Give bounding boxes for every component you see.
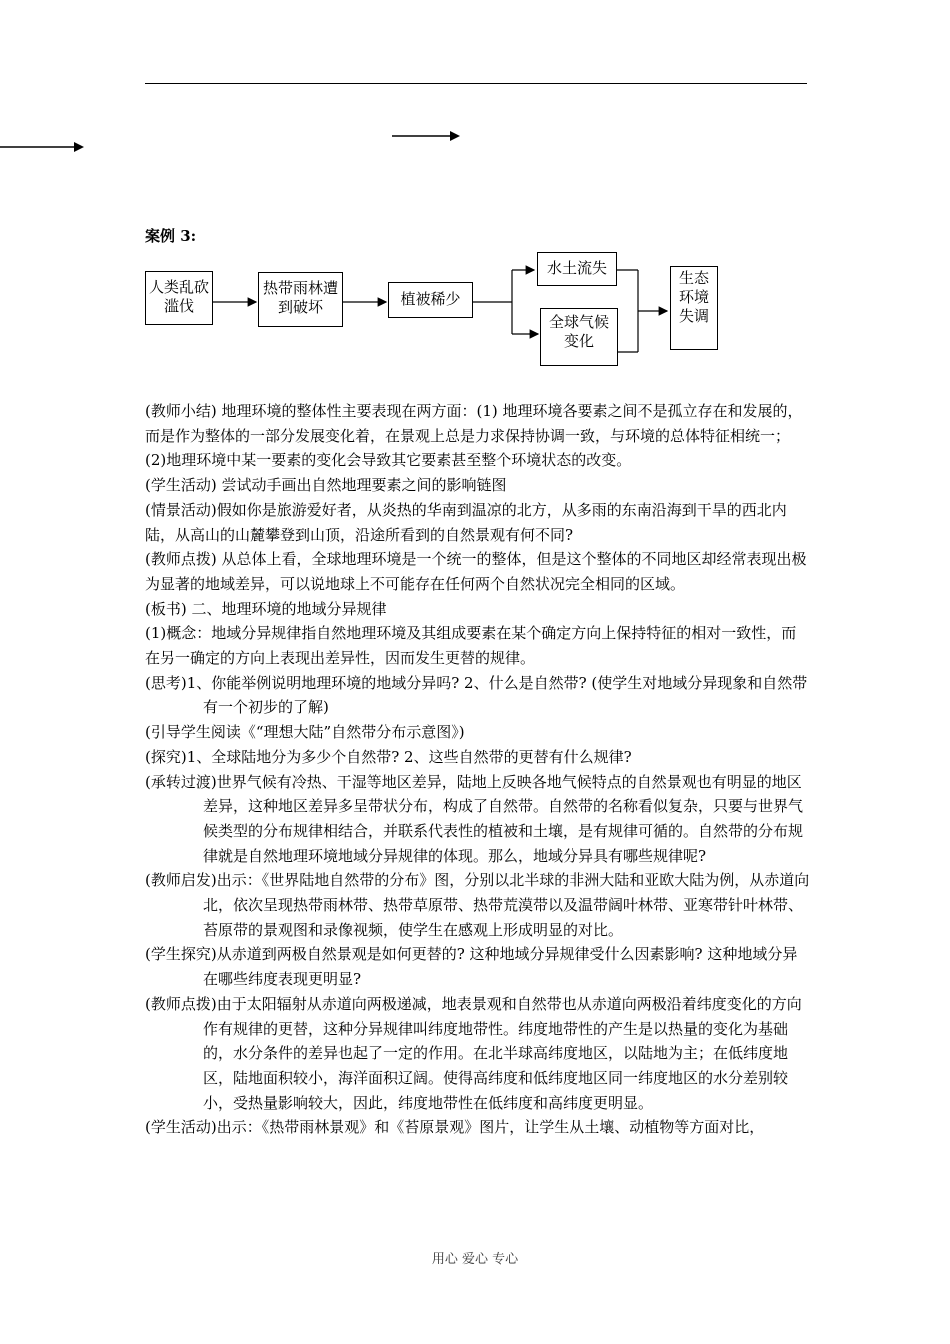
box-rainforest-damage-label: 热带雨林遭到破坏 (262, 279, 338, 316)
paragraph: (教师点拨) 从总体上看，全球地理环境是一个统一的整体，但是这个整体的不同地区却经常表现出极为显著的地域差异，可以说地球上不可能存在任何两个自然状况完全相同的区域。 (145, 550, 807, 593)
page-footer: 用心 爱心 专心 (431, 1252, 519, 1267)
paragraph: (思考)1、你能举例说明地理环境的地域分异吗? 2、什么是自然带? (使学生对地域分异现象和自然带有一个初步的了解) (145, 673, 808, 717)
box-sparse-vegetation-label: 植被稀少 (400, 290, 461, 308)
box-deforestation-label: 人类乱砍滥伐 (148, 278, 209, 315)
paragraph: (承转过渡)世界气候有冷热、干湿等地区差异，陆地上反映各地气候特点的自然景观也有明显的地区差异，这种地区差异多呈带状分布，构成了自然带。自然带的名称看似复杂，只要与世界气候类型的分布规律相结合，并联系代表性的植被和土壤，是有规律可循的。自然带的分布规律就是自然地理环境地域分异规律的体现。那么，地域分异具有哪些规律呢? (145, 772, 804, 865)
box-deforestation (145, 271, 213, 325)
paragraph: (引导学生阅读《“理想大陆”自然带分布示意图》) (145, 723, 465, 742)
case-title: 案例 3: (145, 227, 197, 245)
paragraph: (教师启发)出示：《世界陆地自然带的分布》图，分别以北半球的非洲大陆和亚欧大陆为例，从赤道向北，依次呈现热带雨林带、热带草原带、热带荒漠带以及温带阔叶林带、亚寒带针叶林带、苔原带的景观图和录像视频，使学生在感观上形成明显的对比。 (145, 871, 810, 939)
section-heading: (板书) 二、地理环境的地域分异规律 (145, 599, 387, 618)
paragraph: (教师小结) 地理环境的整体性主要表现在两方面：(1) 地理环境各要素之间不是孤立存在和发展的，而是作为整体的一部分发展变化着，在景观上总是力求保持协调一致，与环境的总体特征相统一；(2)地理环境中某一要素的变化会导致其它要素甚至整个环境状态的改变。 (145, 402, 803, 470)
box-soil-erosion-label: 水土流失 (546, 259, 607, 277)
paragraph: (学生探究)从赤道到两极自然景观是如何更替的? 这种地域分异规律受什么因素影响? 这种地域分异在哪些纬度表现更明显? (145, 945, 798, 989)
header-rule (145, 83, 807, 84)
left-arrow (0, 140, 86, 154)
center-arrow (392, 129, 462, 143)
box-climate-change (540, 308, 618, 366)
paragraph: (学生活动) 尝试动手画出自然地理要素之间的影响链图 (145, 476, 507, 495)
paragraph: (情景活动)假如你是旅游爱好者，从炎热的华南到温凉的北方，从多雨的东南沿海到干旱的西北内陆，从高山的山麓攀登到山顶，沿途所看到的自然景观有何不同? (145, 500, 787, 544)
box-soil-erosion (537, 252, 617, 286)
box-rainforest-damage (258, 272, 343, 327)
box-climate-change-label: 全球气候变化 (549, 313, 610, 350)
box-ecological-imbalance-label: 生态环境失调 (679, 269, 710, 325)
box-ecological-imbalance (670, 266, 718, 350)
paragraph: (探究)1、全球陆地分为多少个自然带? 2、这些自然带的更替有什么规律? (145, 747, 632, 766)
lesson-text (145, 399, 810, 1140)
box-sparse-vegetation (388, 282, 473, 318)
paragraph: (教师点拨)由于太阳辐射从赤道向两极递减，地表景观和自然带也从赤道向两极沿着纬度变化的方向作有规律的更替，这种分异规律叫纬度地带性。纬度地带性的产生是以热量的变化为基础的，水分条件的差异也起了一定的作用。在北半球高纬度地区，以陆地为主；在低纬度地区，陆地面积较小，海洋面积辽阔。使得高纬度和低纬度地区同一纬度地区的水分差别较小，受热量影响较大，因此，纬度地带性在低纬度和高纬度更明显。 (145, 994, 802, 1112)
paragraph: (1)概念：地域分异规律指自然地理环境及其组成要素在某个确定方向上保持特征的相对一致性，而在另一确定的方向上表现出差异性，因而发生更替的规律。 (145, 624, 797, 668)
paragraph: (学生活动)出示：《热带雨林景观》和《苔原景观》图片，让学生从土壤、动植物等方面对比， (145, 1118, 765, 1137)
